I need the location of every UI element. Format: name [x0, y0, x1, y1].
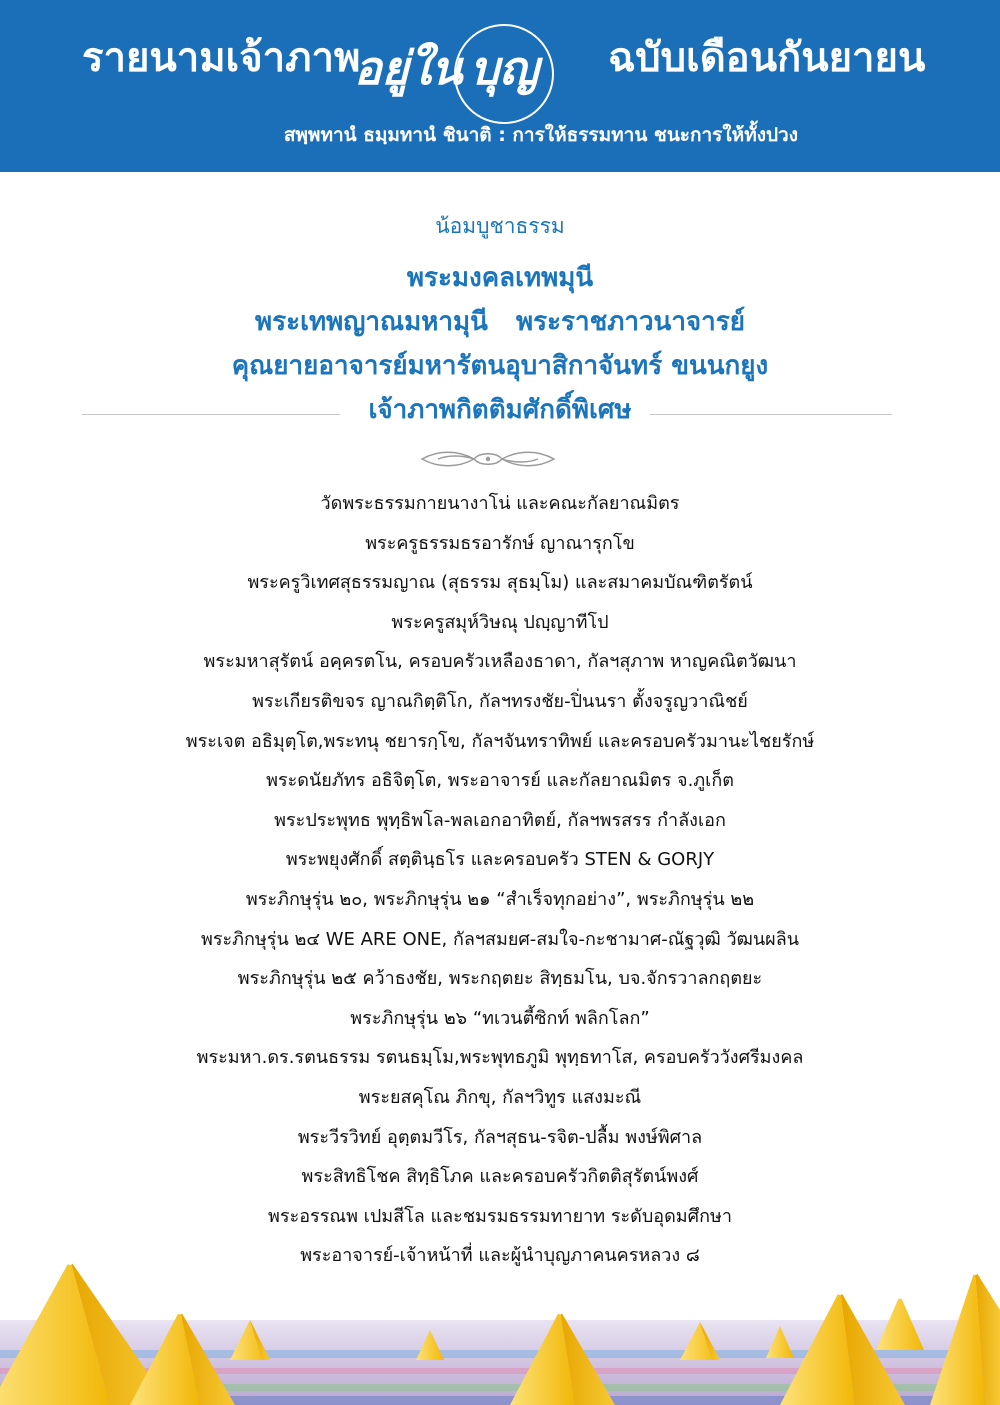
- list-item: พระภิกษุรุ่น ๒๔ WE ARE ONE, กัลฯสมยศ-สมใจ-กะชามาศ-ณัฐวุฒิ วัฒนผลิน: [200, 928, 800, 950]
- dedication-label: น้อมบูชาธรรม: [435, 214, 565, 238]
- list-item: พระภิกษุรุ่น ๒๕ คว้าธงชัย, พระกฤตยะ สิทฺธมโน, บจ.จักรวาลกฤตยะ: [237, 968, 763, 990]
- list-item: พระครูสมุห์วิษณุ ปญฺญาทีโป: [391, 611, 609, 633]
- golden-pyramids-illustration: [0, 1250, 1000, 1405]
- divider-right: [650, 414, 892, 415]
- list-item: วัดพระธรรมกายนางาโน่ และคณะกัลยาณมิตร: [320, 493, 680, 514]
- dedication-line-3: คุณยายอาจารย์มหารัตนอุบาสิกาจันทร์ ขนนกยูง: [231, 351, 769, 381]
- magazine-logo: [340, 18, 580, 118]
- header-subtitle: สพฺพทานํ ธมฺมทานํ ชินาติ : การให้ธรรมทาน ชนะการให้ทั้งปวง: [283, 124, 798, 146]
- list-item: พระดนัยภัทร อธิจิตฺโต, พระอาจารย์ และกัลยาณมิตร จ.ภูเก็ต: [266, 770, 734, 792]
- list-item: พระเจต อธิมุตฺโต,พระทนุ ชยารกฺโข, กัลฯจันทราทิพย์ และครอบครัวมานะไชยรักษ์: [185, 730, 815, 752]
- page-title-left: รายนามเจ้าภาพ: [82, 35, 361, 81]
- list-item: พระภิกษุรุ่น ๒๐, พระภิกษุรุ่น ๒๑ “สำเร็จทุกอย่าง”, พระภิกษุรุ่น ๒๒: [245, 888, 755, 910]
- honorary-host-heading: เจ้าภาพกิตติมศักดิ์พิเศษ: [368, 395, 632, 425]
- flourish-divider-icon: [418, 448, 558, 470]
- divider-left: [82, 414, 340, 415]
- list-item: พระภิกษุรุ่น ๒๖ “ทเวนตี้ซิกท์ พลิกโลก”: [350, 1007, 650, 1029]
- list-item: พระสิทธิโชค สิทฺธิโภค และครอบครัวกิตติสุรัตน์พงศ์: [301, 1166, 699, 1188]
- list-item: พระมหาสุรัตน์ อคฺครตโน, ครอบครัวเหลืองธาดา, กัลฯสุภาพ หาญคณิตวัฒนา: [203, 651, 797, 673]
- issue-title: ฉบับเดือนกันยายน: [608, 35, 926, 81]
- donor-list: [0, 484, 1000, 1276]
- logo-text-right: บุญ: [470, 41, 539, 95]
- dedication-name-2b: พระราชภาวนาจารย์: [515, 307, 745, 337]
- list-item: พระเกียรติขจร ญาณกิตฺติโก, กัลฯทรงชัย-ปิ่นนรา ตั้งจรูญวาณิชย์: [252, 690, 748, 712]
- dedication-name-2a: พระเทพญาณมหามุนี: [255, 307, 488, 337]
- header-banner: [0, 0, 1000, 172]
- list-item: พระยสคุโณ ภิกขุ, กัลฯวิทูร แสงมะณี: [358, 1086, 642, 1108]
- list-item: พระครูวิเทศสุธรรมญาณ (สุธรรม สุธมฺโม) และสมาคมบัณฑิตรัตน์: [247, 572, 753, 594]
- list-item: พระอรรณพ เปมสีโล และชมรมธรรมทายาท ระดับอุดมศึกษา: [268, 1205, 732, 1227]
- list-item: พระมหา.ดร.รตนธรรม รตนธมฺโม,พระพุทธภูมิ พุทฺธทาโส, ครอบครัววังศรีมงคล: [196, 1047, 804, 1069]
- dedication-line-2: [0, 300, 1000, 344]
- list-item: พระอาจารย์-เจ้าหน้าที่ และผู้นำบุญภาคนครหลวง ๘: [300, 1245, 700, 1267]
- dedication-block: [0, 210, 1000, 432]
- logo-text-left: อยู่ใน: [354, 41, 463, 95]
- list-item: พระพยุงศักดิ์ สตฺตินฺธโร และครอบครัว STEN & GORJY: [285, 849, 715, 871]
- dedication-line-1: พระมงคลเทพมุนี: [406, 263, 594, 293]
- list-item: พระวีรวิทย์ อุตฺตมวีโร, กัลฯสุธน-รจิต-ปลื้ม พงษ์พิศาล: [297, 1126, 703, 1148]
- list-item: พระประพุทธ พุทฺธิพโล-พลเอกอาทิตย์, กัลฯพรสรร กำลังเอก: [274, 809, 726, 831]
- list-item: พระครูธรรมธรอารักษ์ ญาณารุกโข: [365, 532, 635, 554]
